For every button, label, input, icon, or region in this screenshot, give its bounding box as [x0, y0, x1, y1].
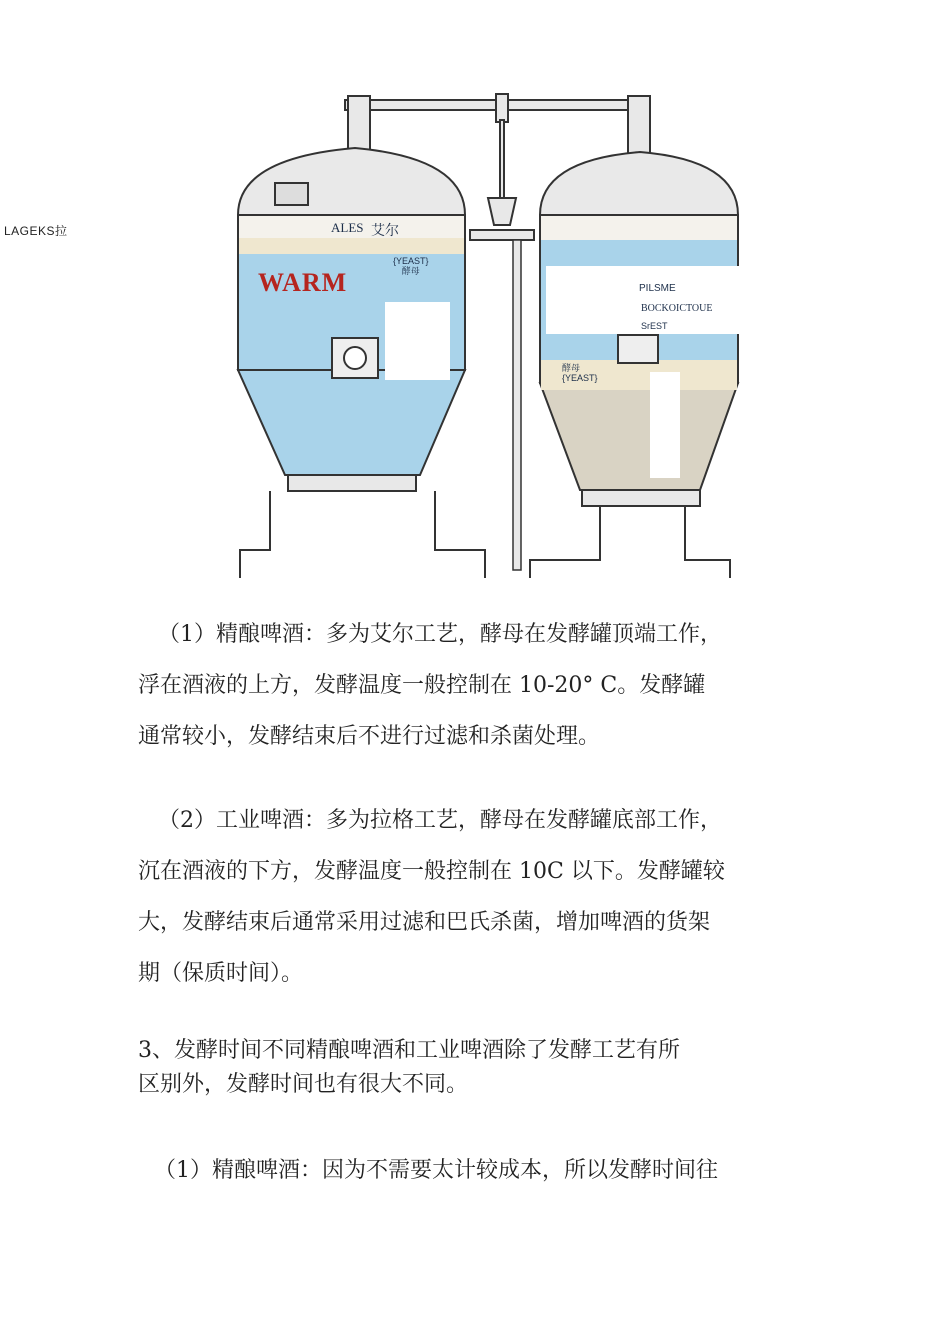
paragraph-line: 浮在酒液的上方，发酵温度一般控制在 10-20° C。发酵罐: [138, 673, 706, 698]
obscured-region-right-lower: [650, 372, 680, 478]
left-tank-ales-cn-label: 艾尔: [371, 223, 399, 239]
obscured-region-left: [385, 302, 450, 380]
section-heading-fermentation-time: [138, 1034, 828, 1102]
left-tank-yeast-label: [393, 256, 429, 276]
paragraph-line: 区别外，发酵时间也有很大不同。: [138, 1072, 469, 1097]
fermentation-tanks-figure: [230, 90, 750, 578]
right-tank-style-1: PILSME: [639, 283, 676, 294]
paragraph-line: 通常较小，发酵结束后不进行过滤和杀菌处理。: [138, 724, 601, 749]
left-yeast-en: {YEAST}: [393, 256, 429, 266]
paragraph-industrial-beer: [138, 795, 828, 999]
paragraph-craft-beer: [138, 609, 828, 762]
paragraph-craft-beer-time: [138, 1145, 828, 1196]
right-tank-yeast-label: [562, 363, 598, 383]
right-tank-style-3: SrEST: [641, 321, 668, 331]
tanks-illustration: [230, 90, 750, 578]
paragraph-line: （1）精酿啤酒：多为艾尔工艺，酵母在发酵罐顶端工作，: [158, 622, 722, 647]
paragraph-line: 大，发酵结束后通常采用过滤和巴氏杀菌，增加啤酒的货架: [138, 910, 711, 935]
right-tank-style-2: BOCKOICTOUE: [641, 303, 713, 314]
left-yeast-cn: 酵母: [401, 266, 420, 276]
left-tank-ales-label: ALES: [331, 220, 364, 235]
paragraph-line: （1）精酿啤酒：因为不需要太计较成本，所以发酵时间往: [154, 1158, 718, 1183]
paragraph-line: 3、发酵时间不同精酿啤酒和工业啤酒除了发酵工艺有所: [138, 1038, 680, 1063]
paragraph-line: 期（保质时间）。: [138, 961, 304, 986]
cropped-side-label: LAGEKS拉: [4, 224, 68, 238]
right-yeast-cn: 酵母: [562, 363, 581, 373]
warm-label: WARM: [258, 268, 348, 297]
paragraph-line: （2）工业啤酒：多为拉格工艺，酵母在发酵罐底部工作，: [158, 808, 722, 833]
paragraph-line: 沉在酒液的下方，发酵温度一般控制在 10C 以下。发酵罐较: [138, 859, 725, 884]
right-yeast-en: {YEAST}: [562, 373, 598, 383]
